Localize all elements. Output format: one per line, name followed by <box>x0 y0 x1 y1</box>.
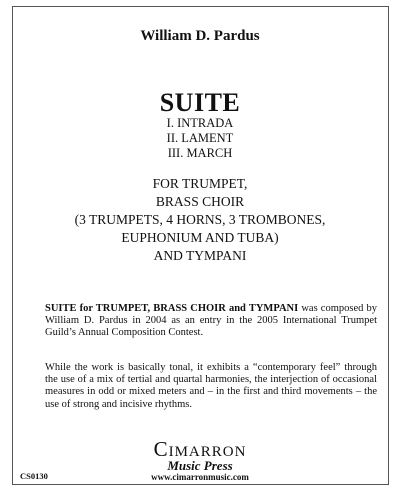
catalog-code: CS0130 <box>20 471 48 481</box>
description-text: was composed by William D. Pardus in 2004 as an entry in the 2005 International Trumpet Guild’s Annual Composition Contest. <box>45 303 378 339</box>
instrumentation-line: FOR TRUMPET, <box>152 176 248 191</box>
movement-item: III. MARCH <box>167 146 233 160</box>
instrumentation-line: EUPHONIUM AND TUBA) <box>121 230 279 245</box>
work-title: SUITE <box>159 88 241 117</box>
instrumentation-line: BRASS CHOIR <box>155 194 245 209</box>
publisher-subtitle: Music Press <box>167 458 233 473</box>
publisher-url: www.cimarronmusic.com <box>151 472 249 482</box>
description-lead: SUITE for TRUMPET, BRASS CHOIR and TYMPANI <box>45 303 299 314</box>
publisher-name: Cimarron <box>153 437 247 461</box>
instrumentation-line: AND TYMPANI <box>153 248 247 263</box>
instrumentation <box>0 175 400 265</box>
movement-item: I. INTRADA <box>166 116 234 130</box>
instrumentation-line: (3 TRUMPETS, 4 HORNS, 3 TROMBONES, <box>74 212 326 227</box>
description-paragraph <box>45 303 377 340</box>
movement-item: II. LAMENT <box>166 131 234 145</box>
movement-list <box>0 116 400 161</box>
publisher-logo <box>0 438 400 482</box>
composer-name: William D. Pardus <box>140 28 260 44</box>
description-paragraph-2: While the work is basically tonal, it exhibits a “contemporary feel” through the use of a mix of tertial and quartal harmonies, the interjection of occasional measures in odd or mixed meters and – in the first and third movements – the use of strong and incisive rhythms. <box>45 362 377 410</box>
